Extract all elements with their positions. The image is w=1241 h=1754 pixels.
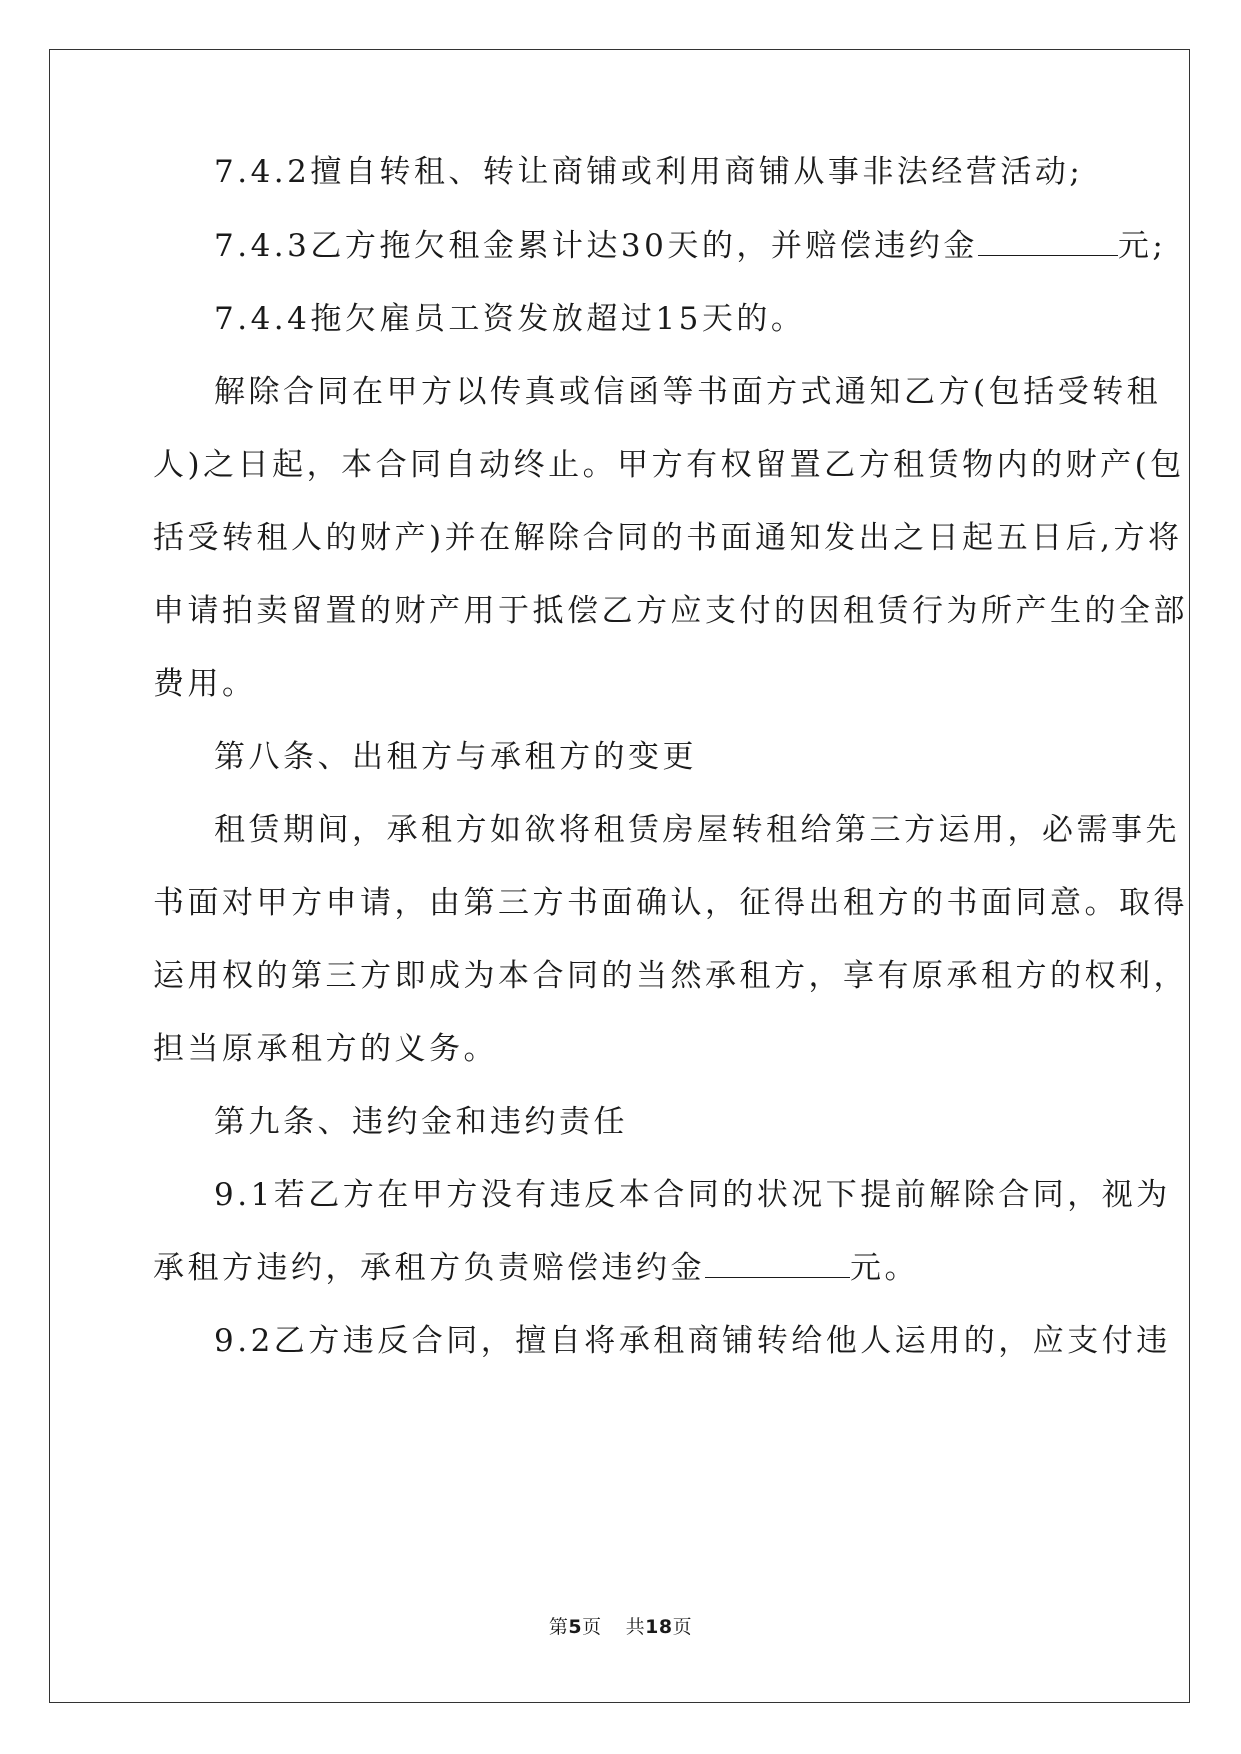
clause-9-1-end: 元。 [850,1250,919,1286]
footer-total-prefix: 共 [625,1616,646,1638]
footer-page-number: 5 [568,1616,583,1638]
clause-7-4-3-end: 元; [1117,228,1167,264]
paragraph-article-8-line-3: 运用权的第三方即成为本合同的当然承租方，享有原承租方的权利， [153,958,1188,994]
clause-7-4-2: 7.4.2擅自转租、转让商铺或利用商铺从事非法经营活动; [214,154,1084,190]
paragraph-termination-line-3: 括受转租人的财产)并在解除合同的书面通知发出之日起五日后,方将 [153,520,1183,556]
clause-7-4-4: 7.4.4拖欠雇员工资发放超过15天的。 [214,301,806,337]
clause-7-4-3 [214,226,1167,266]
footer-prefix: 第 [548,1616,569,1638]
paragraph-termination-line-4: 申请拍卖留置的财产用于抵偿乙方应支付的因租赁行为所产生的全部 [153,593,1188,629]
article-9-heading: 第九条、违约金和违约责任 [214,1104,628,1140]
penalty-blank-1 [978,227,1118,256]
page-footer [0,1615,1241,1639]
clause-9-1-line-1: 9.1若乙方在甲方没有违反本合同的状况下提前解除合同，视为 [214,1177,1171,1213]
paragraph-termination-line-5: 费用。 [153,666,257,702]
clause-9-2-line-1: 9.2乙方违反合同，擅自将承租商铺转给他人运用的，应支付违 [214,1323,1171,1359]
paragraph-article-8-line-1: 租赁期间，承租方如欲将租赁房屋转租给第三方运用，必需事先 [214,812,1180,848]
paragraph-article-8-line-2: 书面对甲方申请，由第三方书面确认，征得出租方的书面同意。取得 [153,885,1188,921]
paragraph-article-8-line-4: 担当原承租方的义务。 [153,1031,498,1067]
paragraph-termination-line-2: 人)之日起，本合同自动终止。甲方有权留置乙方租赁物内的财产(包 [153,447,1185,483]
footer-page-suffix: 页 [582,1616,602,1638]
paragraph-termination-line-1: 解除合同在甲方以传真或信函等书面方式通知乙方(包括受转租 [214,374,1162,410]
clause-9-1-text: 承租方违约，承租方负责赔偿违约金 [153,1250,705,1286]
footer-total-suffix: 页 [672,1616,693,1638]
clause-7-4-3-text: 7.4.3乙方拖欠租金累计达30天的，并赔偿违约金 [214,228,978,264]
article-8-heading: 第八条、出租方与承租方的变更 [214,739,697,775]
penalty-blank-2 [705,1249,850,1278]
footer-total-pages: 18 [645,1616,673,1638]
page-border [49,49,1190,1703]
clause-9-1-line-2 [153,1248,1093,1288]
